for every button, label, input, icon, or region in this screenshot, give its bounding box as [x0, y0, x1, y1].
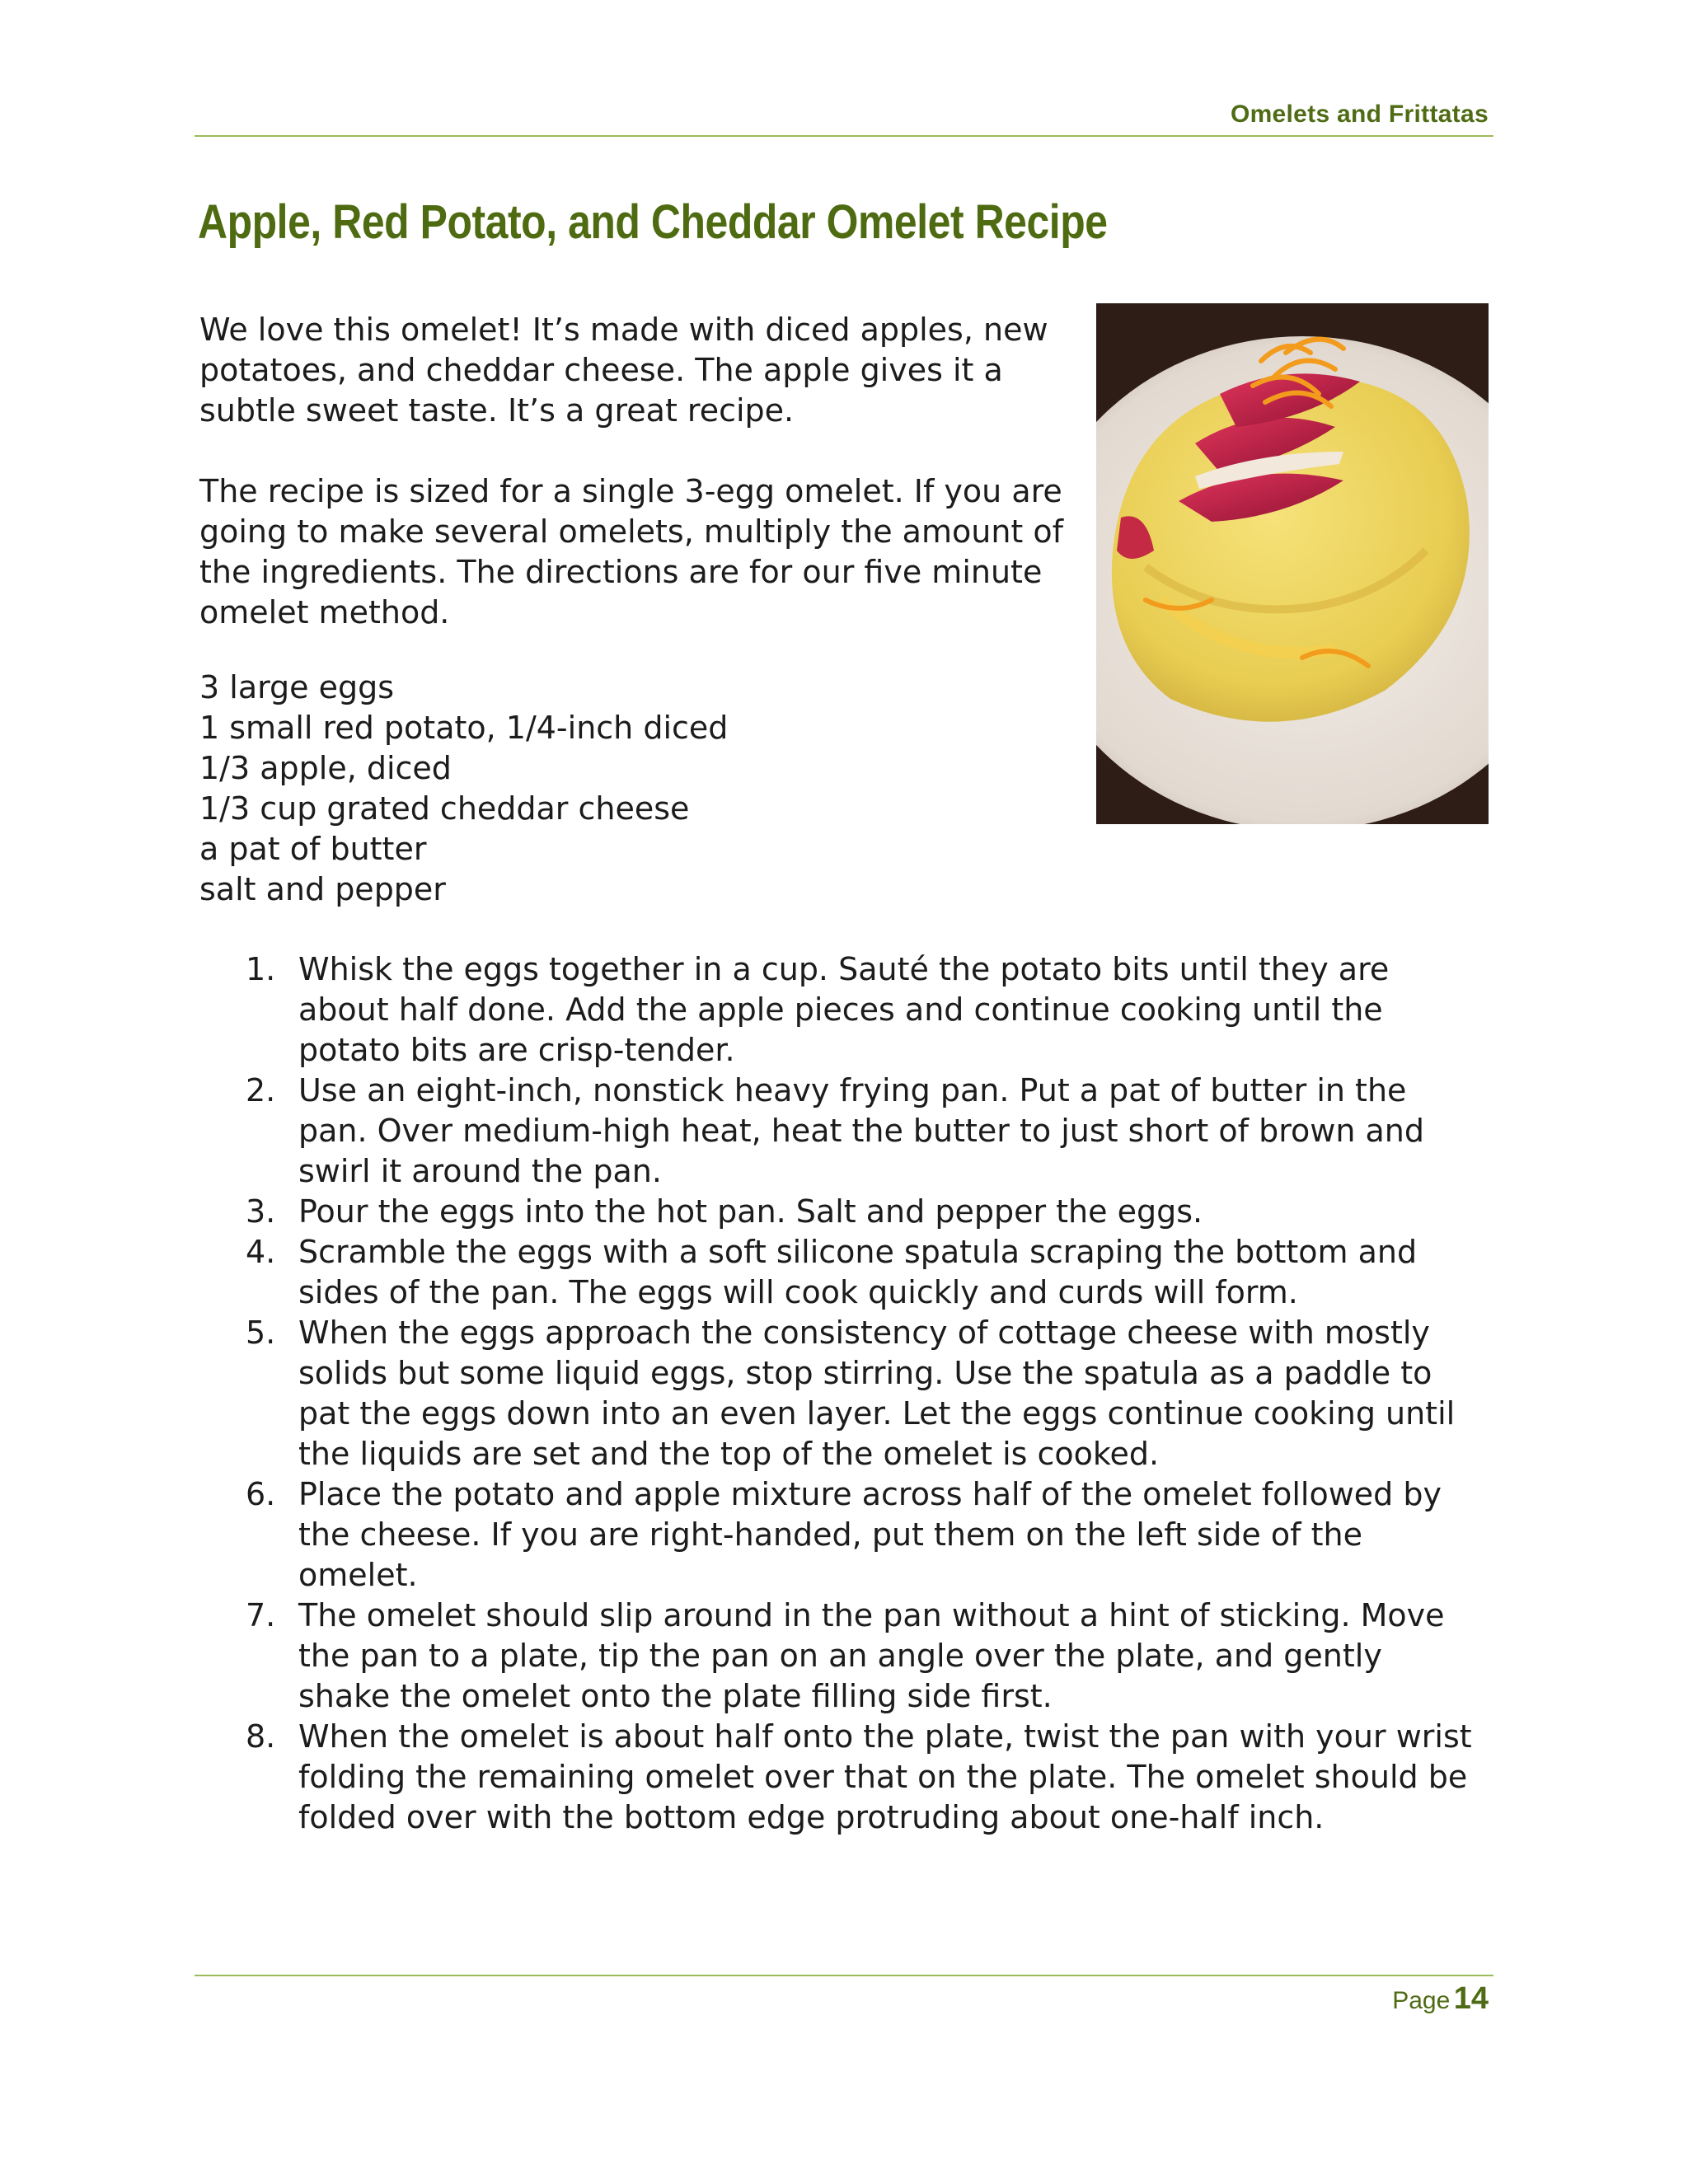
step-item — [237, 1596, 1484, 1717]
recipe-title: Apple, Red Potato, and Cheddar Omelet Recipe — [198, 195, 1108, 249]
step-text: Whisk the eggs together in a cup. Sauté the potato bits until they are about half done. Add the apple pieces and continue cooking until the potato bits are crisp-tender. — [298, 951, 1390, 1068]
header-rule — [195, 135, 1493, 137]
direction-steps — [237, 949, 1484, 1838]
step-text: When the eggs approach the consistency of cottage cheese with mostly solids but some liquid eggs, stop stirring. Use the spatula as a paddle to pat the eggs down into an even layer. Let the eggs continue cooking until the liquids are set and the top of the omelet is cooked. — [298, 1315, 1456, 1472]
ingredient-item: 1/3 apple, diced — [199, 750, 452, 786]
running-header: Omelets and Frittatas — [1230, 101, 1489, 128]
step-text: Pour the eggs into the hot pan. Salt and pepper the eggs. — [298, 1193, 1203, 1230]
step-text: Place the potato and apple mixture across half of the omelet followed by the cheese. If you are right-handed, put them on the left side of the omelet. — [298, 1476, 1442, 1593]
ingredient-item: salt and pepper — [199, 871, 446, 907]
step-number: 1. — [246, 951, 276, 987]
recipe-intro — [199, 310, 1073, 673]
page-number-value: 14 — [1453, 1981, 1489, 2016]
step-item — [237, 1717, 1484, 1838]
ingredient-item: 1 small red potato, 1/4-inch diced — [199, 710, 729, 746]
intro-paragraph: The recipe is sized for a single 3-egg omelet. If you are going to make several omelets, multiply the amount of the ingredients. The directions are for our five minute omelet method. — [199, 473, 1064, 630]
step-item — [237, 1313, 1484, 1474]
page-number — [1392, 1981, 1489, 2017]
omelet-photo-illustration — [1096, 303, 1489, 824]
step-number: 5. — [246, 1315, 276, 1351]
ingredient-item: 3 large eggs — [199, 669, 395, 705]
ingredient-list — [199, 668, 1073, 910]
step-item — [237, 1071, 1484, 1192]
step-number: 8. — [246, 1718, 276, 1755]
step-item — [237, 1474, 1484, 1596]
step-number: 6. — [246, 1476, 276, 1512]
step-text: The omelet should slip around in the pan without a hint of sticking. Move the pan to a plate, tip the pan on an angle over the plate, and gently shake the omelet onto the plate filling side first. — [298, 1597, 1445, 1714]
ingredient-item: a pat of butter — [199, 831, 427, 867]
step-number: 3. — [246, 1193, 276, 1230]
step-text: Use an eight-inch, nonstick heavy frying pan. Put a pat of butter in the pan. Over medium-high heat, heat the butter to just short of brown and swirl it around the pan. — [298, 1072, 1424, 1189]
ingredient-item: 1/3 cup grated cheddar cheese — [199, 790, 690, 827]
step-item — [237, 1192, 1484, 1232]
page-label: Page — [1392, 1987, 1451, 2014]
step-number: 4. — [246, 1234, 276, 1270]
step-number: 2. — [246, 1072, 276, 1108]
footer-rule — [195, 1975, 1493, 1976]
intro-paragraph: We love this omelet! It’s made with diced apples, new potatoes, and cheddar cheese. The apple gives it a subtle sweet taste. It’s a great recipe. — [199, 312, 1048, 429]
step-item — [237, 1232, 1484, 1313]
step-text: Scramble the eggs with a soft silicone spatula scraping the bottom and sides of the pan. The eggs will cook quickly and curds will form. — [298, 1234, 1418, 1310]
omelet-photo — [1096, 303, 1489, 824]
step-text: When the omelet is about half onto the plate, twist the pan with your wrist folding the remaining omelet over that on the plate. The omelet should be folded over with the bottom edge protruding about one-half inch. — [298, 1718, 1472, 1835]
step-number: 7. — [246, 1597, 276, 1633]
step-item — [237, 949, 1484, 1071]
